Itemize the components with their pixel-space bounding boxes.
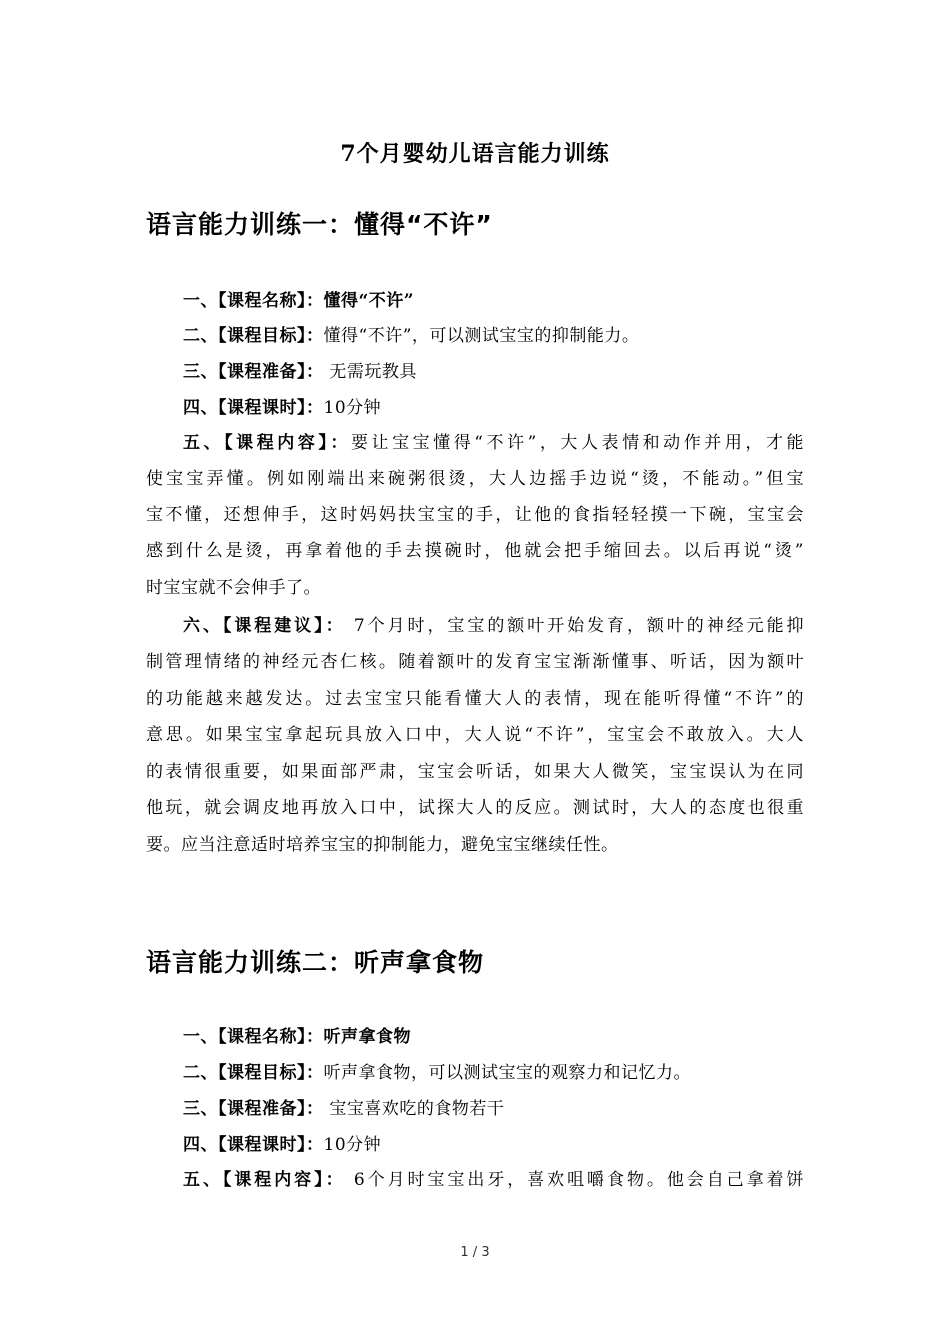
page-number: 1 / 3 [460,1245,490,1260]
course-goal-value: 听声拿食物，可以测试宝宝的观察力和记忆力。 [323,1063,691,1083]
course-time-label: 四、【课程课时】： [183,398,324,418]
course-name-value: 懂得“不许” [323,291,415,311]
course-advice-line: 的功能越来越发达。过去宝宝只能看懂大人的表情，现在能听得懂“不许”的 [146,689,804,709]
course-time-row [183,1133,381,1157]
course-content-text: 要让宝宝懂得“不许”，大人表情和动作并用，才能 [350,433,804,453]
section-heading-1: 语言能力训练一：懂得“不许” [146,210,493,239]
course-time-value: 10分钟 [323,398,382,418]
course-content-label: 五、【课程内容】： [183,433,351,453]
section-heading-2: 语言能力训练二：听声拿食物 [146,948,485,977]
course-time-row [183,396,381,420]
course-advice-line: 制管理情绪的神经元杏仁核。随着额叶的发育宝宝渐渐懂事、听话，因为额叶 [146,652,804,672]
course-prep-label: 三、【课程准备】： [183,1099,324,1119]
page-title: 7个月婴幼儿语言能力训练 [340,141,610,167]
course-goal-row [183,1061,691,1085]
course-prep-value: 无需玩教具 [323,362,417,382]
course-prep-row [183,1097,504,1121]
course-content-line: 宝不懂，还想伸手，这时妈妈扶宝宝的手，让他的食指轻轻摸一下碗，宝宝会 [146,505,804,525]
course-advice-text: 7个月时，宝宝的额叶开始发育，额叶的神经元能抑 [345,616,805,636]
course-content-label: 五、【课程内容】： [183,1170,346,1190]
course-name-row [183,289,414,313]
course-content-line: 感到什么是烫，再拿着他的手去摸碗时，他就会把手缩回去。以后再说“烫” [146,541,804,561]
course-advice-line: 意思。如果宝宝拿起玩具放入口中，大人说“不许”，宝宝会不敢放入。大人 [146,725,804,745]
course-goal-value: 懂得“不许”，可以测试宝宝的抑制能力。 [323,326,640,346]
course-content-line: 使宝宝弄懂。例如刚端出来碗粥很烫，大人边摇手边说“烫，不能动。”但宝 [146,469,804,489]
course-content-line [183,1168,804,1192]
course-name-value: 听声拿食物 [323,1027,411,1047]
course-content-line: 时宝宝就不会伸手了。 [146,578,321,598]
course-prep-label: 三、【课程准备】： [183,362,324,382]
course-content-text: 6个月时宝宝出牙，喜欢咀嚼食物。他会自己拿着饼 [345,1170,805,1190]
course-goal-row [183,324,639,348]
course-time-label: 四、【课程课时】： [183,1135,324,1155]
course-name-label: 一、【课程名称】： [183,291,324,311]
course-advice-label: 六、【课程建议】： [183,616,346,636]
course-time-value: 10分钟 [323,1135,382,1155]
course-advice-line: 的表情很重要，如果面部严肃，宝宝会听话，如果大人微笑，宝宝误认为在同 [146,762,804,782]
course-advice-line: 他玩，就会调皮地再放入口中，试探大人的反应。测试时，大人的态度也很重 [146,798,804,818]
course-name-row [183,1025,411,1049]
course-content-line [183,431,804,455]
course-goal-label: 二、【课程目标】： [183,1063,324,1083]
course-prep-value: 宝宝喜欢吃的食物若干 [323,1099,505,1119]
course-goal-label: 二、【课程目标】： [183,326,324,346]
course-name-label: 一、【课程名称】： [183,1027,324,1047]
course-advice-line: 要。应当注意适时培养宝宝的抑制能力，避免宝宝继续任性。 [146,835,619,855]
course-prep-row [183,360,417,384]
course-advice-line [183,614,804,638]
